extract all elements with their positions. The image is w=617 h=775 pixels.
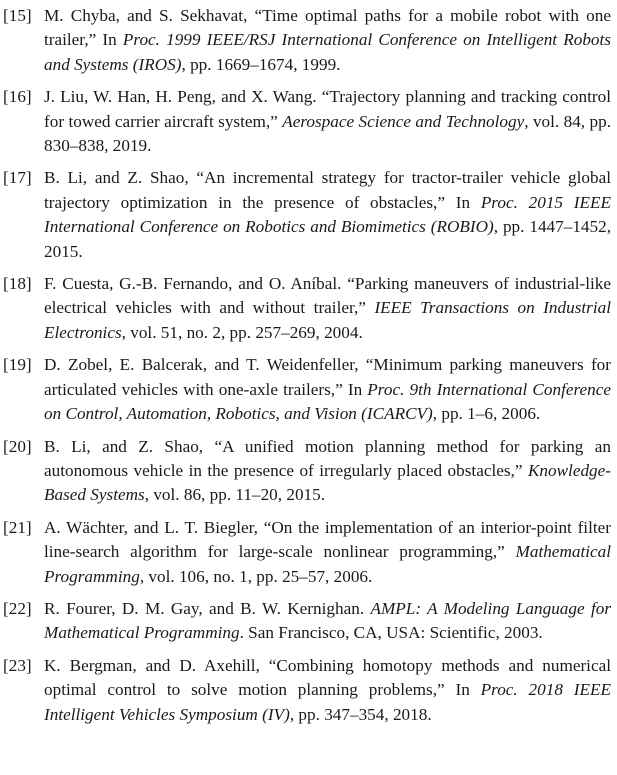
reference-text — [44, 4, 611, 77]
reference-details: . San Francisco, CA, USA: Scientific, 2003. — [239, 623, 543, 643]
reference-details: , pp. 1–6, 2006. — [432, 404, 541, 424]
reference-details: , vol. 86, pp. 11–20, 2015. — [144, 485, 326, 505]
reference-details: , pp. 347–354, 2018. — [289, 704, 432, 724]
reference-details: , vol. 51, no. 2, pp. 257–269, 2004. — [121, 322, 363, 342]
reference-item-15 — [3, 4, 611, 77]
reference-authors-title: B. Li, and Z. Shao, “A unified motion planning method for parking an autonomous vehicle in the presence of irregularly placed obstacles,” — [44, 436, 611, 480]
reference-details: , pp. 1669–1674, 1999. — [181, 54, 341, 74]
reference-text — [44, 654, 611, 727]
reference-number: [20] — [3, 436, 32, 456]
reference-text — [44, 85, 611, 158]
reference-venue: Proc. 1999 IEEE/RSJ International Conference on Intelligent Robots and Systems (IROS) — [44, 30, 611, 74]
reference-authors-title: B. Li, and Z. Shao, “An incremental strategy for tractor-trailer vehicle global trajectory optimization in the presence of obstacles,” In — [44, 168, 611, 212]
reference-item-16 — [3, 85, 611, 158]
reference-item-21 — [3, 516, 611, 589]
reference-text — [44, 597, 611, 646]
reference-number: [15] — [3, 6, 32, 25]
reference-item-22 — [3, 597, 611, 646]
reference-text — [44, 435, 611, 508]
reference-details: , vol. 106, no. 1, pp. 25–57, 2006. — [139, 566, 373, 586]
reference-item-18 — [3, 272, 611, 345]
reference-item-20 — [3, 435, 611, 508]
reference-venue: Proc. 9th International Conference on Control, Automation, Robotics, and Vision (ICARCV) — [44, 379, 611, 424]
reference-text — [44, 166, 611, 264]
reference-venue: Mathematical Programming — [44, 542, 611, 586]
reference-text — [44, 353, 611, 426]
reference-number: [19] — [3, 355, 32, 375]
reference-authors-title: K. Bergman, and D. Axehill, “Combining homotopy methods and numerical optimal control to solve motion planning problems,” In — [44, 655, 611, 700]
reference-venue: Proc. 2018 IEEE Intelligent Vehicles Symposium (IV) — [44, 680, 611, 724]
reference-number: [17] — [3, 168, 32, 188]
reference-authors-title: J. Liu, W. Han, H. Peng, and X. Wang. “Trajectory planning and tracking control for towed carrier aircraft system,” — [44, 87, 611, 131]
reference-authors-title: A. Wächter, and L. T. Biegler, “On the implementation of an interior-point filter line-search algorithm for large-scale nonlinear programming,” — [44, 517, 611, 562]
reference-authors-title: M. Chyba, and S. Sekhavat, “Time optimal paths for a mobile robot with one trailer,” In — [44, 6, 611, 50]
reference-text — [44, 516, 611, 589]
reference-number: [18] — [3, 274, 32, 294]
reference-venue: Proc. 2015 IEEE International Conference on Robotics and Biomimetics (ROBIO) — [44, 192, 611, 237]
reference-number: [21] — [3, 517, 32, 537]
reference-authors-title: F. Cuesta, G.-B. Fernando, and O. Aníbal. “Parking maneuvers of industrial-like electrical vehicles with and without trailer,” — [44, 274, 611, 318]
reference-number: [23] — [3, 655, 32, 675]
reference-number: [16] — [3, 87, 32, 107]
reference-venue: Aerospace Science and Technology — [282, 111, 525, 131]
reference-text — [44, 272, 611, 345]
reference-number: [22] — [3, 598, 32, 618]
reference-item-17 — [3, 166, 611, 264]
reference-venue: AMPL: A Modeling Language for Mathematical Programming — [44, 598, 612, 643]
reference-authors-title: R. Fourer, D. M. Gay, and B. W. Kernighan. — [44, 598, 371, 618]
reference-authors-title: D. Zobel, E. Balcerak, and T. Weidenfeller, “Minimum parking maneuvers for articulated vehicles with one-axle trailers,” In — [44, 355, 611, 399]
reference-details: , pp. 1447–1452, 2015. — [44, 217, 611, 261]
reference-list — [3, 0, 612, 724]
reference-venue: Knowledge-Based Systems — [44, 460, 611, 505]
reference-venue: IEEE Transactions on Industrial Electronics — [44, 298, 611, 342]
reference-details: , vol. 84, pp. 830–838, 2019. — [44, 111, 611, 156]
reference-item-19 — [3, 353, 611, 426]
reference-item-23 — [3, 654, 611, 727]
